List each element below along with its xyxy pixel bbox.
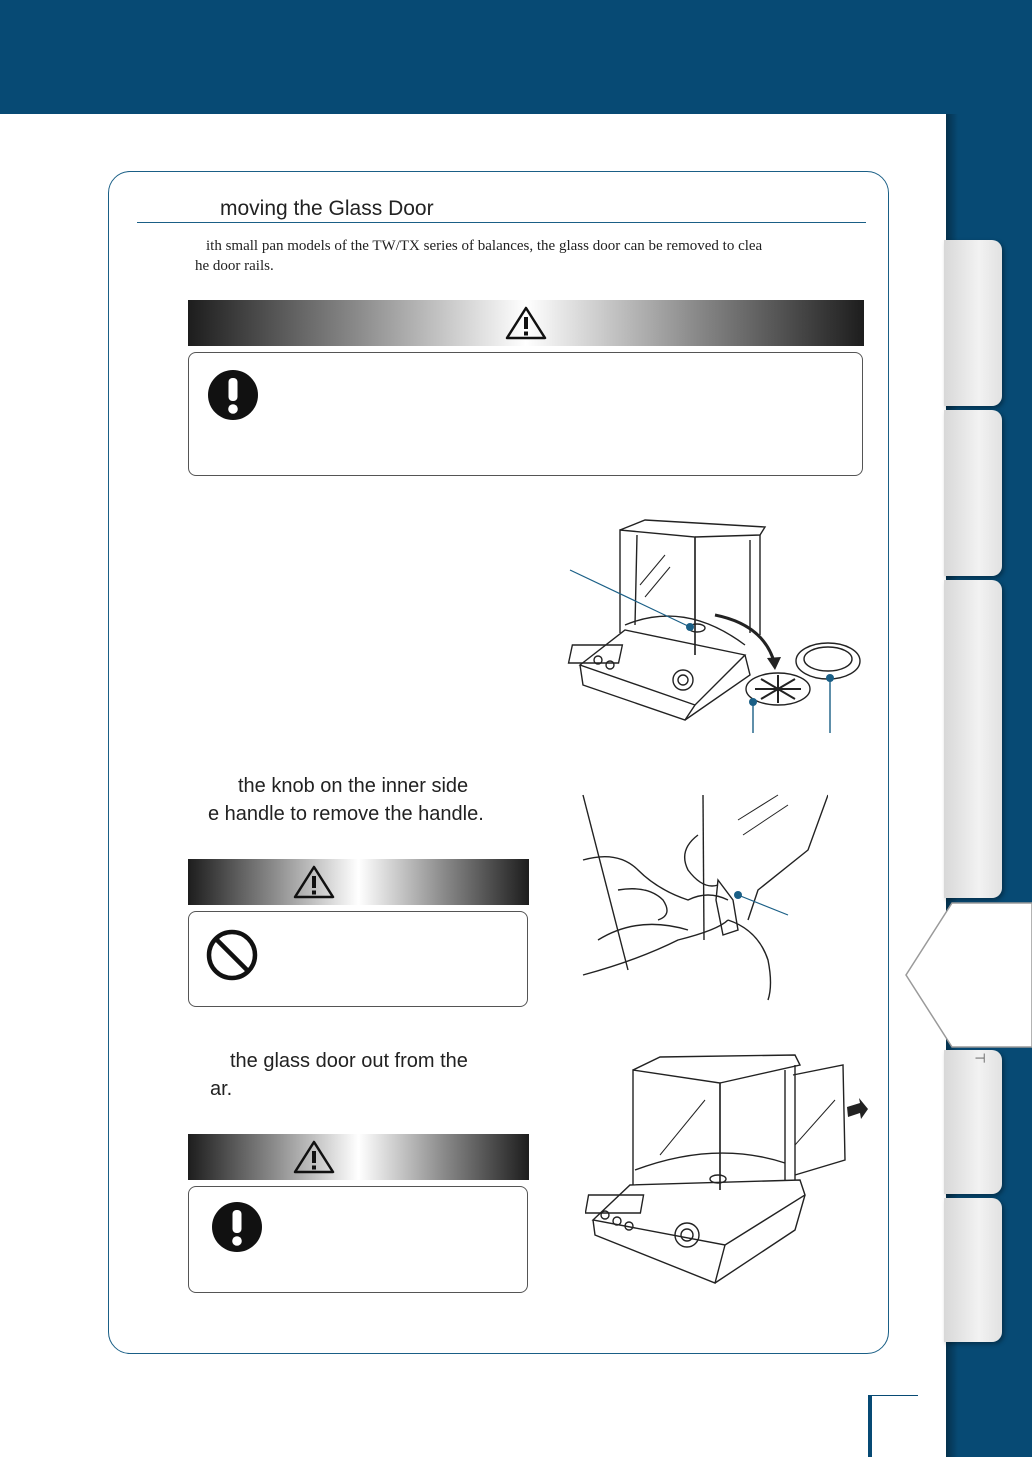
page-number-box: [868, 1395, 918, 1457]
index-tab-5[interactable]: [944, 1198, 1002, 1342]
step-1-line-1: the knob on the inner side: [238, 775, 469, 797]
step-2-line-1: the glass door out from the: [230, 1050, 468, 1072]
index-tab-3[interactable]: [944, 580, 1002, 898]
step-2-line-2: ar.: [210, 1078, 233, 1100]
prohibition-icon: [205, 928, 259, 982]
warning-triangle-icon: [292, 864, 336, 900]
step-1-line-2: e handle to remove the handle.: [208, 803, 484, 825]
tab-label: ⊤: [972, 1052, 988, 1064]
intro-line-1: ith small pan models of the TW/TX series of balances, the glass door can be removed to clea: [206, 238, 763, 254]
glass-door-removal-illustration: [585, 1045, 870, 1290]
caution-box-1: [188, 352, 863, 476]
index-tab-active[interactable]: [904, 902, 1032, 1048]
title-rule: [137, 222, 866, 223]
handle-removal-illustration: [578, 790, 828, 1005]
warning-triangle-icon: [504, 305, 548, 341]
caution-box-3: [188, 1186, 528, 1293]
intro-line-2: he door rails.: [195, 258, 274, 274]
caution-bar-3: [188, 1134, 529, 1180]
section-title: moving the Glass Door: [220, 197, 434, 220]
caution-box-2: [188, 911, 528, 1007]
index-tab-2[interactable]: [944, 410, 1002, 576]
exclamation-circle-icon: [207, 369, 259, 421]
caution-bar-1: [188, 300, 864, 346]
exclamation-circle-icon: [211, 1201, 263, 1253]
balance-pan-illustration: [565, 515, 865, 740]
caution-bar-2: [188, 859, 529, 905]
index-tab-1[interactable]: [944, 240, 1002, 406]
index-tab-4[interactable]: [944, 1050, 1002, 1194]
warning-triangle-icon: [292, 1139, 336, 1175]
